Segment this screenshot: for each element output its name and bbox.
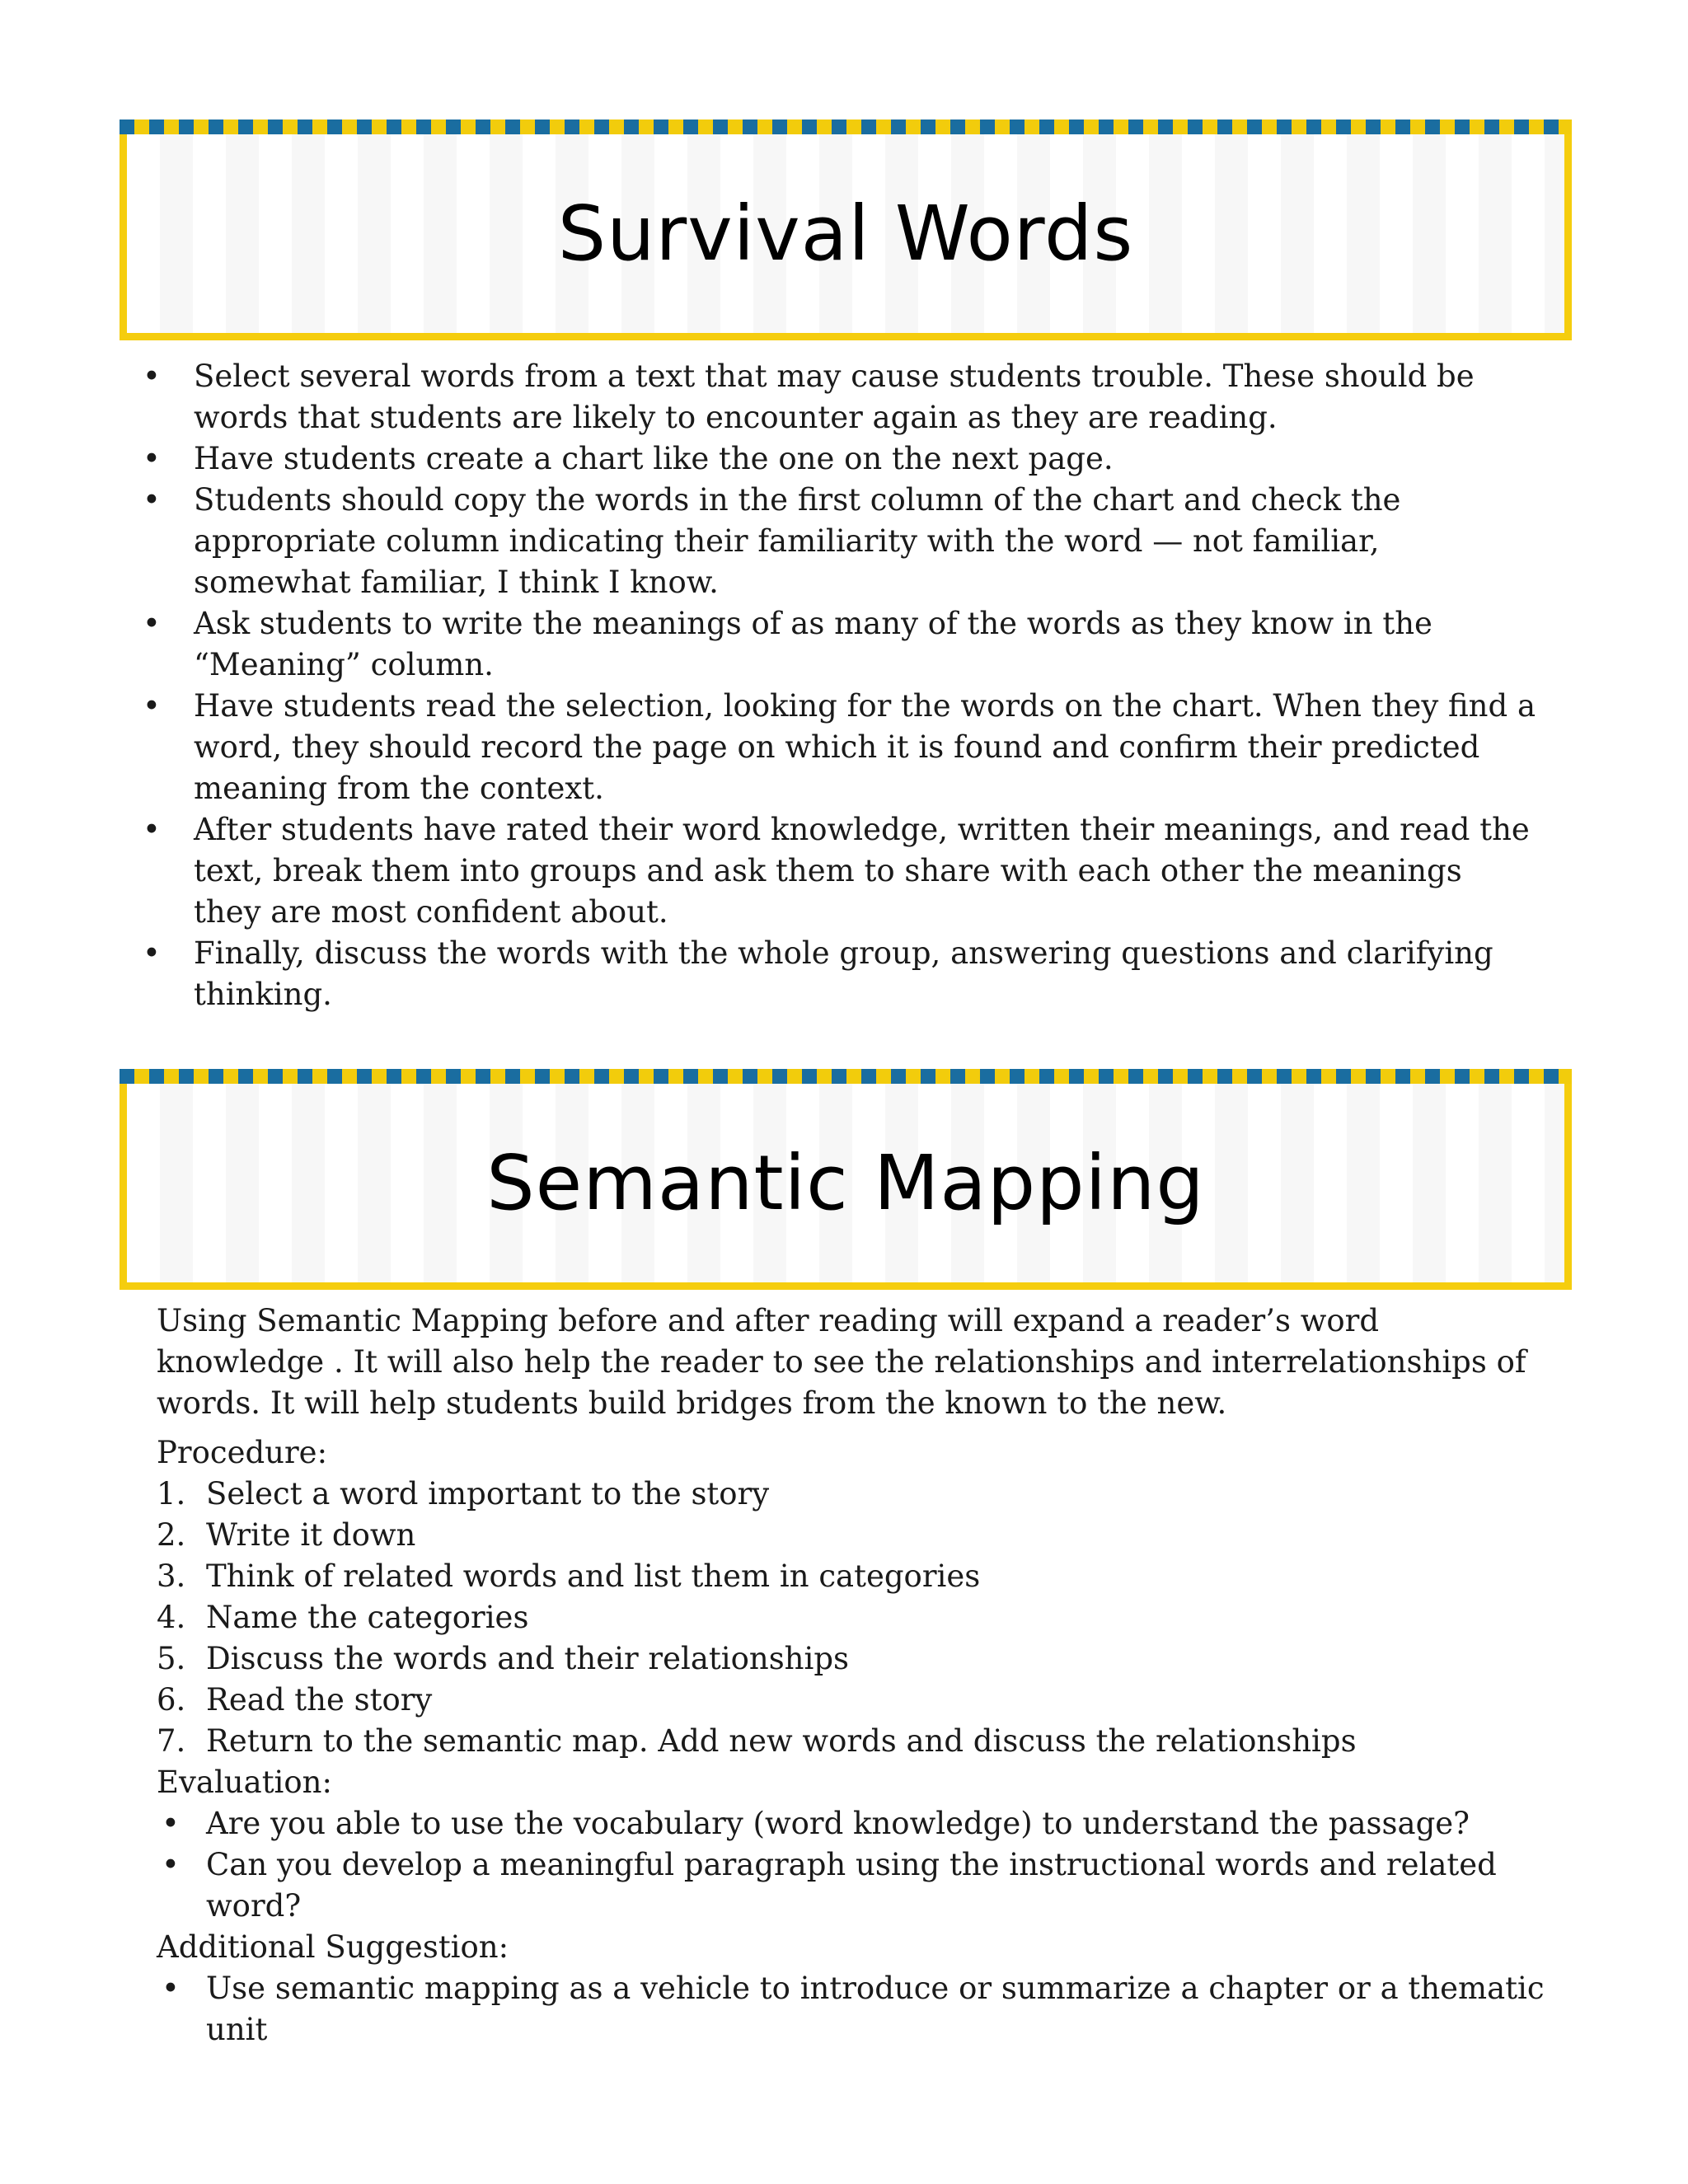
step-number: 6. — [157, 1682, 186, 1718]
step-number: 2. — [157, 1517, 186, 1553]
step-text: Think of related words and list them in categories — [206, 1558, 981, 1594]
list-item — [157, 1597, 1550, 1638]
additional-suggestion-label: Additional Suggestion: — [157, 1929, 509, 1965]
list-item — [157, 1515, 1550, 1556]
list-item: • Finally, discuss the words with the whole group, answering questions and clarifying thinking. — [120, 933, 1537, 1015]
list-item: • Are you able to use the vocabulary (word knowledge) to understand the passage? — [157, 1803, 1550, 1844]
list-item — [157, 1638, 1550, 1680]
step-number: 4. — [157, 1600, 186, 1635]
step-number: 5. — [157, 1641, 186, 1676]
list-item: • Have students create a chart like the one on the next page. — [120, 438, 1537, 480]
semantic-mapping-banner — [120, 1069, 1572, 1290]
banner-box — [120, 1084, 1572, 1290]
list-item: • Can you develop a meaningful paragraph using the instructional words and related word? — [157, 1844, 1550, 1927]
list-item: • Ask students to write the meanings of as many of the words as they know in the “Meaning” column. — [120, 603, 1537, 686]
procedure-list — [157, 1474, 1550, 1762]
banner-stripe — [120, 120, 1572, 134]
list-item: • Students should copy the words in the first column of the chart and check the appropriate column indicating their familiarity with the word — not familiar, somewhat familiar, I think I know. — [120, 480, 1537, 603]
semantic-mapping-section — [157, 1301, 1550, 2050]
step-number: 7. — [157, 1723, 186, 1759]
list-item — [157, 1556, 1550, 1597]
list-item: • Select several words from a text that may cause students trouble. These should be words that students are likely to encounter again as they are reading. — [120, 356, 1537, 438]
list-item: • Have students read the selection, looking for the words on the chart. When they find a word, they should record the page on which it is found and confirm their predicted meaning from the context. — [120, 686, 1537, 809]
list-item: • Use semantic mapping as a vehicle to introduce or summarize a chapter or a thematic unit — [157, 1968, 1550, 2050]
list-item — [157, 1721, 1550, 1762]
semantic-intro: Using Semantic Mapping before and after reading will expand a reader’s word knowledge . It will also help the reader to see the relationships and interrelationships of words. It will help students build bridges from the known to the new. — [157, 1303, 1526, 1421]
step-text: Select a word important to the story — [206, 1476, 770, 1511]
semantic-mapping-title: Semantic Mapping — [486, 1139, 1205, 1227]
survival-words-title: Survival Words — [557, 190, 1134, 278]
step-text: Name the categories — [206, 1600, 529, 1635]
survival-words-list — [120, 356, 1537, 1015]
evaluation-list — [157, 1803, 1550, 1927]
survival-words-banner — [120, 120, 1572, 340]
list-item — [157, 1680, 1550, 1721]
procedure-label: Procedure: — [157, 1435, 328, 1470]
banner-stripe — [120, 1069, 1572, 1084]
additional-suggestion-list — [157, 1968, 1550, 2050]
step-number: 1. — [157, 1476, 186, 1511]
step-text: Read the story — [206, 1682, 433, 1718]
step-text: Write it down — [206, 1517, 416, 1553]
banner-box — [120, 134, 1572, 340]
step-text: Return to the semantic map. Add new words and discuss the relationships — [206, 1723, 1357, 1759]
list-item: • After students have rated their word knowledge, written their meanings, and read the text, break them into groups and ask them to share with each other the meanings they are most confident about. — [120, 809, 1537, 933]
step-number: 3. — [157, 1558, 186, 1594]
step-text: Discuss the words and their relationships — [206, 1641, 850, 1676]
evaluation-label: Evaluation: — [157, 1765, 332, 1800]
list-item — [157, 1474, 1550, 1515]
